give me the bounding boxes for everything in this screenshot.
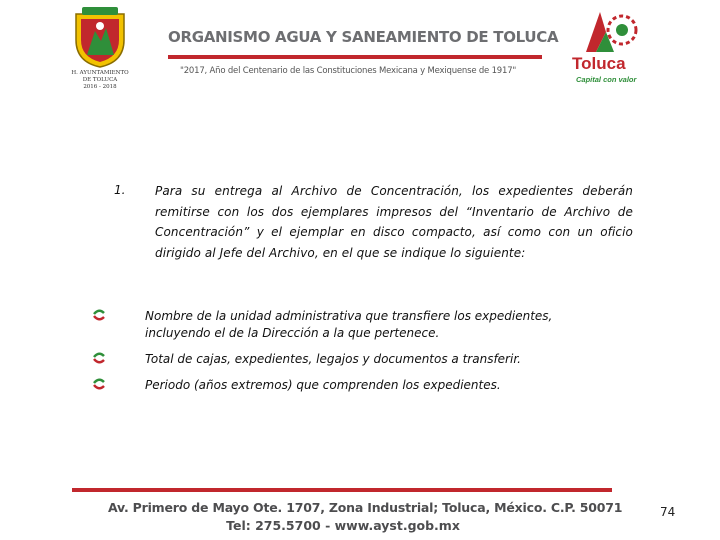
municipal-seal <box>62 6 138 94</box>
seal-caption-line: H. AYUNTAMIENTO <box>71 70 129 76</box>
header-divider <box>168 55 542 59</box>
swoosh-bullet-icon <box>92 352 106 364</box>
instruction-paragraph: Para su entrega al Archivo de Concentración, los expedientes deberán remitirse con los dos ejemplares impresos del “Inventario de Archivo de Concentración” y el ejemplar en disco compacto, así como con un oficio dirigido al Jefe del Archivo, en el que se indique lo siguiente: <box>155 184 633 260</box>
header-motto: "2017, Año del Centenario de las Constituciones Mexicana y Mexiquense de 1917" <box>180 66 517 76</box>
list-item-text: Total de cajas, expedientes, legajos y documentos a transferir. <box>145 352 521 366</box>
swoosh-bullet-icon <box>92 378 106 390</box>
toluca-logo-icon <box>566 8 642 98</box>
footer-divider <box>72 488 612 492</box>
list-item-text: Periodo (años extremos) que comprenden los expedientes. <box>145 378 501 392</box>
list-item <box>90 308 610 342</box>
city-logo-tagline: Capital con valor <box>576 75 637 84</box>
page-number: 74 <box>660 505 676 519</box>
footer-address: Av. Primero de Mayo Ote. 1707, Zona Industrial; Toluca, México. C.P. 50071 <box>108 500 623 515</box>
page-title: ORGANISMO AGUA Y SANEAMIENTO DE TOLUCA <box>168 28 559 46</box>
footer-contact: Tel: 275.5700 - www.ayst.gob.mx <box>226 518 460 533</box>
list-item <box>90 377 610 394</box>
seal-caption-line: DE TOLUCA <box>82 77 118 83</box>
seal-caption-line: 2016 - 2018 <box>83 84 117 90</box>
list-item <box>90 351 610 368</box>
city-logo-name: Toluca <box>572 54 626 73</box>
swoosh-bullet-icon <box>92 309 106 321</box>
list-item-text: Nombre de la unidad administrativa que transfiere los expedientes, incluyendo el de la Dirección a la que pertenece. <box>145 309 553 340</box>
item-number: 1. <box>114 183 126 197</box>
coat-of-arms-icon <box>70 6 130 68</box>
requirements-list <box>90 308 610 394</box>
